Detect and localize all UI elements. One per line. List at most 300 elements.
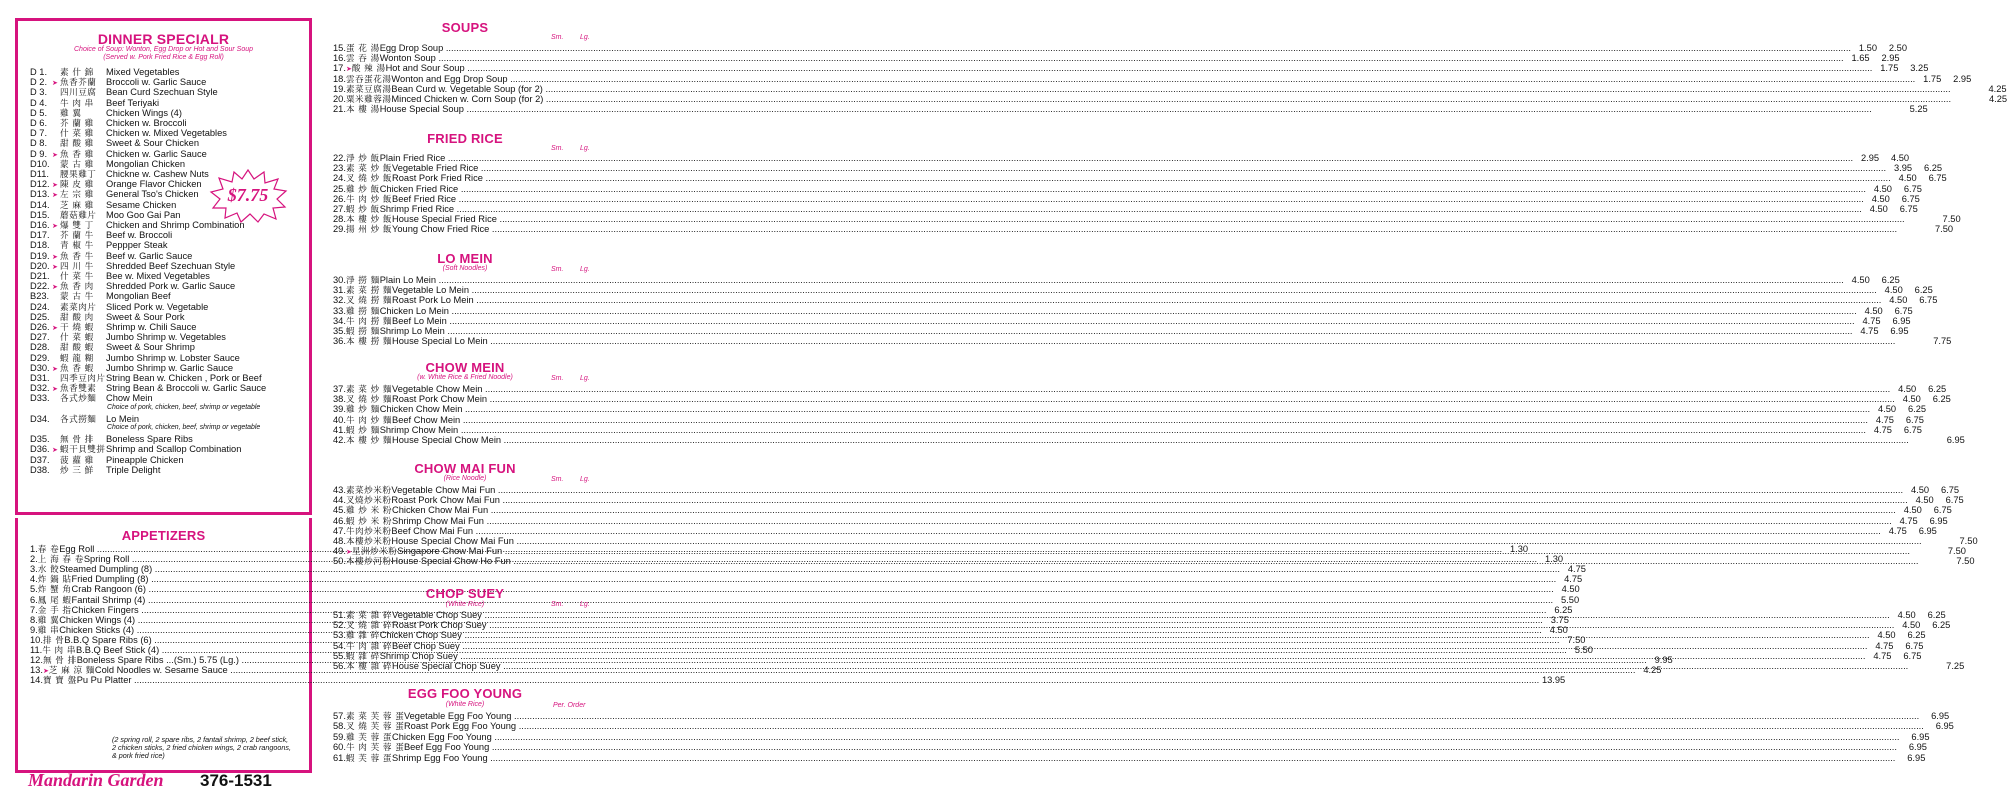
chinese-name: 蛋 花 湯 (345, 44, 380, 54)
item-name: Chickne w. Cashew Nuts (106, 169, 209, 179)
item-name: House Special Fried Rice ..... (392, 214, 1905, 224)
item-name: Plain Lo Mein ..... (380, 275, 1844, 285)
chinese-name: 牛 肉 炒 麵 (345, 415, 393, 426)
item-number: 21. (333, 104, 346, 115)
item-number: D18. (30, 240, 50, 251)
item-name: Chicken Fingers ..... (72, 605, 1547, 615)
item-name: Beef Teriyaki (106, 97, 160, 108)
item-name: Moo Goo Gai Pan (106, 209, 181, 220)
lg-label: Lg. (580, 145, 590, 152)
item-number: 56. (333, 661, 346, 671)
item-number: 17. (333, 63, 346, 74)
item-name: Chicken and Shrimp Combination (106, 220, 245, 230)
large-price: 6.25 (1921, 394, 1951, 404)
item-number: 57. (333, 711, 346, 721)
hot-spicy-icon: ➤ (52, 80, 58, 88)
chinese-name: 淨 炒 飯 (345, 154, 380, 164)
appetizer-item (30, 675, 1566, 687)
large-price: 6.75 (1890, 194, 1920, 204)
chinese-name: 炸 鍋 貼 (37, 575, 72, 586)
chinese-name: 甜 酸 蝦 (60, 343, 94, 354)
small-price: 1.75 (1872, 63, 1898, 73)
small-price: 4.50 (1870, 404, 1896, 414)
item-number: 25. (333, 183, 346, 194)
item-number: 37. (333, 384, 346, 394)
chinese-name: 四 川 牛 (60, 261, 94, 272)
item-number: 60. (333, 742, 346, 753)
large-price: 6.25 (1912, 163, 1942, 173)
appetizers-title: APPETIZERS (121, 528, 206, 543)
chinese-name: 芥 蘭 雞 (60, 119, 94, 129)
chinese-name: 芥 蘭 牛 (60, 231, 94, 242)
small-price: 4.50 (1908, 495, 1934, 505)
item-name: Sweet & Sour Chicken (106, 138, 200, 149)
chinese-name: 蝦 撈 麵 (345, 327, 380, 337)
item-name: Chicken Chow Mai Fun ..... (392, 505, 1896, 515)
chinese-name: 蝦 炒 米 粉 (345, 516, 393, 527)
item-number: D36. (30, 444, 50, 455)
item-name: House Special Lo Mein ..... (392, 336, 1895, 346)
item-name: Sesame Chicken (106, 199, 177, 210)
item-name: Vegetable Fried Rice ..... (392, 163, 1886, 173)
chinese-name: 叉 燒 芙 蓉 蛋 (345, 722, 405, 733)
small-price: 4.50 (1862, 204, 1888, 214)
item-number: 35. (333, 326, 346, 336)
item-number: 11. (30, 645, 43, 655)
small-price: 4.50 (1903, 485, 1929, 495)
hot-spicy-icon: ➤ (42, 668, 49, 676)
item-name: Sweet & Sour Pork (106, 311, 185, 322)
chinese-name: 本 樓 炒 麵 (345, 436, 393, 446)
small-price: 4.50 (1895, 394, 1921, 404)
chinese-name: 素菜肉片 (60, 302, 97, 313)
item-number: D27. (30, 332, 50, 343)
large-price: 7.50 (1931, 214, 1961, 224)
item-price: 3.75 (1550, 614, 1569, 625)
eggfooyoung-subtitle: (White Rice) (445, 701, 485, 708)
chinese-name: 蝦 炒 麵 (345, 425, 380, 436)
item-name: Beef Egg Foo Young ..... (404, 742, 1897, 752)
item-number: 39. (333, 404, 346, 415)
item-name: Steamed Dumpling (8) ..... (59, 564, 1560, 574)
lomein-title: LO MEIN (437, 251, 493, 266)
item-name: Bee w. Mixed Vegetables (106, 271, 210, 281)
large-price: 6.75 (1892, 184, 1922, 194)
sm-label: Sm. (551, 145, 564, 152)
large-price: 6.75 (1883, 306, 1913, 316)
chinese-name: 春 卷 (37, 545, 60, 555)
chinese-name: 牛 肉 炒 飯 (345, 194, 393, 205)
chinese-name: 鳳 尾 蝦 (37, 595, 72, 606)
item-number: D24. (30, 301, 50, 312)
large-price: 6.75 (1893, 641, 1923, 651)
dinner-item (30, 465, 305, 476)
chopsuey-subtitle: (White Rice) (445, 601, 485, 608)
item-number: D19. (30, 250, 50, 261)
item-number: D 4. (30, 97, 48, 108)
price-starburst (208, 168, 288, 224)
chinese-name: 什 菜 牛 (60, 272, 94, 282)
item-number: D10. (30, 158, 50, 169)
small-price: 1.65 (1844, 53, 1870, 63)
large-price: 6.25 (1870, 275, 1900, 285)
small-price: 4.50 (1870, 630, 1896, 640)
item-number: 61. (333, 752, 346, 763)
item-number: 7. (30, 604, 38, 615)
chinese-name: 牛肉炒米粉 (345, 526, 392, 537)
item-name: Chicken w. Broccoli (106, 118, 187, 128)
item-number: 4. (30, 574, 38, 585)
chinese-name: 牛 肉 雜 碎 (345, 641, 393, 652)
item-name: Lo Mein (106, 413, 140, 424)
chinese-name: 叉 燒 雜 碎 (345, 621, 393, 632)
chinese-name: 本樓炒米粉 (345, 537, 392, 547)
small-price: 4.50 (1881, 295, 1907, 305)
chinese-name: 無 骨 排 (42, 656, 77, 667)
item-name: Wonton and Egg Drop Soup ..... (391, 74, 1915, 84)
chinese-name: 爆 雙 丁 (60, 221, 94, 231)
item-number: 14. (30, 675, 43, 686)
item-name: String Bean w. Chicken , Pork or Beef (106, 373, 262, 383)
large-price: 7.25 (1934, 661, 1964, 671)
small-price: 4.50 (1890, 384, 1916, 394)
item-name: Chicken Wings (4) ..... (59, 615, 1543, 625)
dinner-special-subtitle: Choice of Soup: Wonton, Egg Drop or Hot and Sour Soup (74, 46, 253, 53)
item-name: Fried Dumpling (8) ..... (72, 574, 1557, 584)
chinese-name: 菠 蘿 雞 (60, 455, 94, 466)
item-number: 38. (333, 394, 346, 405)
item-number: 12. (30, 655, 43, 666)
item-number: 3. (30, 564, 38, 575)
item-number: D30. (30, 362, 50, 373)
item-number: 32. (333, 295, 346, 306)
large-price: 6.25 (1896, 404, 1926, 414)
item-name: Hot and Sour Soup ..... (386, 63, 1873, 73)
item-name: Orange Flavor Chicken (106, 179, 202, 190)
item-price: 4.50 (1549, 624, 1568, 635)
item-name: Beef Chow Mein ..... (392, 415, 1868, 425)
large-price: 6.95 (1907, 526, 1937, 536)
large-price: 7.50 (1948, 536, 1978, 546)
phone-number: 376-1531 (200, 771, 272, 790)
chinese-name: 牛 肉 串 (60, 98, 94, 109)
item-name: Crab Rangoon (6) ..... (72, 584, 1554, 594)
large-price: 6.75 (1892, 425, 1922, 435)
chinese-name: 雞 炒 飯 (345, 184, 380, 195)
chowmein-item (333, 435, 1965, 446)
item-number: D11. (30, 169, 49, 179)
chinese-name: 魚 香 牛 (60, 251, 94, 262)
item-price: 5.50 (1561, 594, 1580, 605)
chopsuey-title: CHOP SUEY (425, 586, 505, 601)
small-price: 4.50 (1894, 620, 1920, 630)
large-price: 6.75 (1891, 651, 1921, 661)
item-name: Broccoli w. Garlic Sauce (106, 77, 207, 88)
small-price: 4.75 (1881, 526, 1907, 536)
item-note: Choice of pork, chicken, beef, shrimp or vegetable (107, 424, 261, 431)
item-price: 4.75 (1567, 564, 1586, 575)
lomein-item (333, 336, 1952, 348)
chinese-name: 叉燒炒米粉 (345, 496, 392, 507)
chinese-name: 素菜豆腐湯 (345, 84, 392, 95)
item-number: D 3. (30, 87, 48, 98)
chinese-name: 素 菜 撈 麵 (345, 286, 393, 297)
item-number: 44. (333, 495, 346, 506)
brand-name: Mandarin Garden (28, 770, 164, 790)
friedrice-item (333, 224, 1954, 236)
chinese-name: 雞 翼 (37, 615, 60, 626)
item-number: 48. (333, 536, 346, 546)
small-price: 4.75 (1853, 326, 1879, 336)
item-name: General Tso's Chicken (106, 189, 199, 200)
chinese-name: 魚 香 雞 (60, 149, 94, 160)
item-name: Egg Drop Soup ..... (380, 43, 1851, 53)
small-price: 4.50 (1896, 505, 1922, 515)
item-number: D26. (30, 322, 50, 332)
chinese-name: 蝦 雜 碎 (345, 651, 380, 662)
small-price: 1.75 (1915, 74, 1941, 84)
chowmaifun-subtitle: (Rice Noodle) (443, 475, 487, 482)
chinese-name: 雲 吞 湯 (345, 54, 380, 65)
sm-label: Sm. (551, 601, 564, 608)
item-number: D17. (30, 230, 50, 241)
item-number: 26. (333, 193, 346, 204)
item-number: D35. (30, 434, 50, 445)
item-number: 13. (30, 665, 43, 676)
chinese-name: 雞 雜 碎 (345, 631, 380, 642)
sm-label: Sm. (551, 34, 564, 41)
chinese-name: 腰果雞丁 (60, 170, 97, 180)
item-price: 7.50 (1567, 634, 1586, 645)
chinese-name: 金 手 指 (37, 605, 72, 616)
large-price: 6.25 (1920, 620, 1950, 630)
item-name: Shrimp Chow Mein ..... (380, 425, 1866, 435)
chinese-name: 甜 酸 雞 (60, 139, 94, 150)
item-number: D22. (30, 281, 50, 292)
large-price: 6.95 (1918, 516, 1948, 526)
per-order-label: Per. Order (553, 702, 586, 709)
item-number: 6. (30, 594, 38, 605)
item-name: Peppper Steak (106, 240, 168, 251)
large-price: 2.95 (1870, 53, 1900, 63)
item-number: D 9. (30, 148, 48, 159)
chowmaifun-title: CHOW MAI FUN (414, 461, 516, 476)
chinese-name: 蝦 炒 飯 (345, 205, 380, 215)
item-number: 19. (333, 83, 346, 94)
item-name: Chicken Sticks (4) ..... (59, 625, 1542, 635)
small-price: 4.75 (1868, 415, 1894, 425)
item-name: Chicken w. Mixed Vegetables (106, 128, 227, 139)
chinese-name: 本 樓 炒 飯 (345, 215, 393, 226)
hot-spicy-icon: ➤ (52, 284, 58, 292)
hot-spicy-icon: ➤ (345, 549, 352, 557)
item-number: D14. (30, 199, 50, 210)
dinner-special-price: $7.75 (227, 185, 269, 205)
large-price: 6.75 (1934, 495, 1964, 505)
chinese-name: 素 什 錦 (60, 68, 94, 78)
hot-spicy-icon: ➤ (52, 263, 58, 271)
item-number: D25. (30, 311, 50, 322)
large-price: 6.75 (1929, 485, 1959, 495)
item-price: 6.25 (1554, 604, 1573, 615)
item-number: 34. (333, 315, 346, 326)
item-name: Shrimp Fried Rice ..... (380, 204, 1862, 214)
chinese-name: 魚香雙素 (60, 384, 97, 395)
item-number: 24. (333, 173, 346, 184)
item-number: 27. (333, 204, 346, 214)
small-price: 4.50 (1844, 275, 1870, 285)
item-name: Roast Pork Lo Mein ..... (392, 295, 1881, 305)
large-price: 6.75 (1917, 173, 1947, 183)
chinese-name: 素 菜 炒 飯 (345, 164, 393, 175)
chinese-name: 本 樓 湯 (345, 105, 380, 116)
item-name: Shrimp Lo Mein ..... (380, 326, 1853, 336)
item-number: 8. (30, 614, 38, 625)
chinese-name: 素 菜 雜 碎 (345, 611, 393, 621)
item-name: Shredded Beef Szechuan Style (106, 260, 236, 271)
small-price: 4.50 (1890, 610, 1916, 620)
chinese-name: 蝦干貝雙拼 (60, 445, 106, 456)
item-name: Boneless Spare Ribs (106, 434, 193, 445)
small-price: 4.75 (1867, 641, 1893, 651)
item-number: D28. (30, 342, 50, 353)
item-price: 1.30 (1544, 554, 1564, 565)
item-number: D15. (30, 209, 50, 220)
item-name: Chicken Fried Rice ..... (380, 184, 1866, 194)
item-name: B.B.Q Spare Ribs (6) ..... (64, 635, 1559, 645)
chinese-name: 芝 麻 雞 (60, 200, 94, 211)
small-price: 4.75 (1865, 651, 1891, 661)
item-number: B23. (30, 291, 50, 302)
item-name: Boneless Spare Ribs ...(Sm.) 5.75 (Lg.) ..... (77, 655, 1647, 665)
large-price: 6.75 (1894, 415, 1924, 425)
item-number: 41. (333, 424, 346, 435)
item-name: Cold Noodles w. Sesame Sauce ..... (95, 665, 1636, 675)
chinese-name: 無 骨 排 (60, 435, 94, 446)
item-number: 59. (333, 731, 346, 742)
item-number: D 2. (30, 77, 48, 88)
chinese-name: 素 菜 炒 麵 (345, 385, 393, 395)
item-name: B.B.Q Beef Stick (4) ..... (76, 645, 1567, 655)
chowmein-subtitle: (w. White Rice & Fried Noodle) (417, 374, 513, 381)
sm-label: Sm. (551, 476, 564, 483)
large-price: 6.25 (1916, 384, 1946, 394)
item-name: Mongolian Beef (106, 291, 171, 302)
item-number: 23. (333, 163, 346, 174)
item-price: 4.50 (1561, 584, 1580, 595)
chinese-name: 什 菜 雞 (60, 129, 94, 140)
item-name: Triple Delight (106, 464, 161, 475)
item-name: Vegetable Chow Mai Fun ..... (391, 485, 1903, 495)
eggfooyoung-title: EGG FOO YOUNG (407, 686, 523, 701)
chinese-name: 水 餃 (37, 565, 60, 576)
item-number: 52. (333, 620, 346, 631)
item-name: Shrimp Egg Foo Young ..... (392, 753, 1895, 763)
chinese-name: 魚 香 肉 (60, 282, 94, 293)
large-price: 6.95 (1935, 435, 1965, 445)
item-number: 40. (333, 414, 346, 425)
item-number: D31. (30, 373, 50, 383)
lg-label: Lg. (580, 266, 590, 273)
hot-spicy-icon: ➤ (52, 325, 58, 332)
small-price: 3.95 (1886, 163, 1912, 173)
chinese-name: 牛 肉 撈 麵 (345, 316, 393, 327)
chinese-name: 排 骨 (42, 635, 65, 646)
chinese-name: 各式撈麵 (60, 414, 97, 425)
item-name: Wonton Soup ..... (380, 53, 1844, 63)
item-name: Bean Curd Szechuan Style (106, 87, 218, 98)
item-name: House Special Chow Mein ..... (392, 435, 1909, 445)
item-name: Vegetable Egg Foo Young ..... (404, 711, 1919, 721)
item-number: 1. (30, 544, 38, 554)
small-price: 4.75 (1892, 516, 1918, 526)
item-name: Chicken w. Garlic Sauce (106, 148, 207, 159)
hot-spicy-icon: ➤ (52, 253, 58, 261)
large-price: 6.75 (1888, 204, 1918, 214)
small-price: 4.50 (1857, 306, 1883, 316)
chowmein-title: CHOW MEIN (425, 360, 505, 375)
chinese-name: 揚 州 炒 飯 (345, 225, 393, 236)
item-number: 15. (333, 43, 346, 53)
item-price: 9.95 (1654, 655, 1673, 666)
item-price: 1.30 (1509, 544, 1529, 554)
large-price: 6.25 (1916, 610, 1946, 620)
item-name: Mixed Vegetables (106, 67, 180, 77)
chinese-name: 雞 翼 (60, 108, 82, 119)
item-name: Vegetable Chop Suey ..... (392, 610, 1890, 620)
hot-spicy-icon: ➤ (52, 192, 58, 200)
item-number: D34. (30, 413, 50, 424)
item-number: 58. (333, 721, 346, 732)
item-name: Bean Curd w. Vegetable Soup (for 2) ..... (391, 84, 1950, 94)
item-number: D 5. (30, 107, 48, 118)
chinese-name: 干 燒 蝦 (60, 323, 94, 333)
item-price: 13.95 (1541, 675, 1566, 686)
item-name: Beef Fried Rice ..... (392, 194, 1864, 204)
large-price: 4.50 (1879, 153, 1909, 163)
item-name: Chicken Lo Mein ..... (380, 306, 1857, 316)
item-name: Pu Pu Platter ..... (77, 675, 1540, 685)
item-name: Chicken Egg Foo Young ..... (392, 732, 1900, 742)
item-name: Young Chow Fried Rice ..... (392, 224, 1897, 234)
item-name: Shrimp and Scallop Combination (106, 444, 242, 455)
sm-label: Sm. (551, 266, 564, 273)
item-number: D16. (30, 220, 50, 230)
hot-spicy-icon: ➤ (52, 365, 58, 373)
small-price: 4.75 (1866, 425, 1892, 435)
chinese-name: 雞 撈 麵 (345, 306, 380, 317)
small-price: 4.50 (1866, 184, 1892, 194)
large-price: 7.50 (1936, 546, 1966, 556)
item-number: 33. (333, 305, 346, 316)
item-number: 49. (333, 546, 346, 557)
lg-label: Lg. (580, 601, 590, 608)
sm-label: Sm. (551, 375, 564, 382)
large-price: 6.75 (1907, 295, 1937, 305)
chinese-name: 粟米雞蓉湯 (345, 95, 392, 105)
item-name: Vegetable Lo Mein ..... (392, 285, 1877, 295)
item-name: Mongolian Chicken (106, 158, 186, 169)
item-name: Chow Mein (106, 393, 153, 404)
item-number: 30. (333, 275, 346, 285)
small-price: 4.50 (1891, 173, 1917, 183)
large-price: 7.75 (1921, 336, 1951, 346)
item-number: D21. (30, 271, 50, 281)
item-number: 50. (333, 556, 346, 567)
item-number: 9. (30, 624, 38, 635)
item-number: 16. (333, 53, 346, 64)
item-price: 5.50 (1574, 645, 1593, 655)
